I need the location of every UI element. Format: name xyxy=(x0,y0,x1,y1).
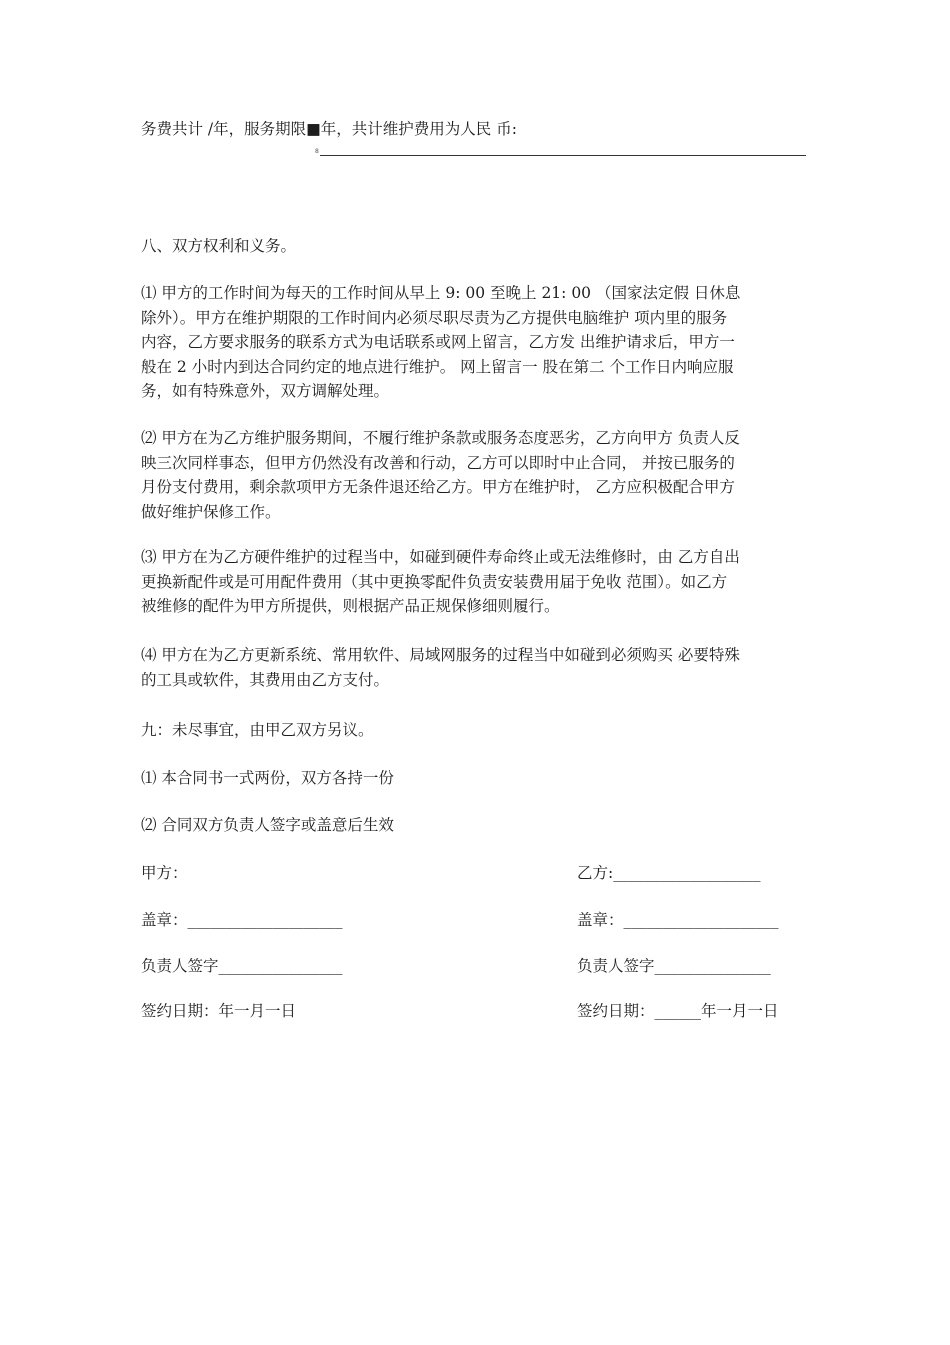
paragraph-line: 映三次同样事态，但甲方仍然没有改善和行动，乙方可以即时中止合同， 并按已服务的 xyxy=(141,453,735,472)
paragraph-line: 被维修的配件为甲方所提供，则根据产品正规保修细则履行。 xyxy=(141,597,560,615)
paragraph-line: ⑶ 甲方在为乙方硬件维护的过程当中，如碰到硬件寿命终止或无法维修时，由 乙方自出 xyxy=(141,548,740,566)
party-b-date: 签约日期：______年一月一日 xyxy=(577,1002,779,1020)
paragraph-line: ⑵ 甲方在为乙方维护服务期间，不履行维护条款或服务态度恶劣，乙方向甲方 负责人反 xyxy=(141,429,740,447)
section-8-item-3 xyxy=(141,545,801,619)
paragraph-line: ⑷ 甲方在为乙方更新系统、常用软件、局域网服务的过程当中如碰到必须购买 必要特殊 xyxy=(141,646,740,664)
paragraph-line: ⑴ 甲方的工作时间为每天的工作时间从早上 9: 00 至晚上 21: 00 （国家法定假 日休息 xyxy=(141,284,741,302)
paragraph-line: 做好维护保修工作。 xyxy=(141,502,281,521)
party-b-signer: 负责人签字_______________ xyxy=(577,957,771,975)
party-a-signer: 负责人签字________________ xyxy=(141,957,343,975)
paragraph-line: 务，如有特殊意外，双方调解处理。 xyxy=(141,382,390,400)
section-9-item-1: ⑴ 本合同书一式两份，双方各持一份 xyxy=(141,769,394,787)
section-8-item-2 xyxy=(141,426,801,524)
fee-line: 务费共计 /年，服务期限■年，共计维护费用为人民 币: xyxy=(141,120,517,138)
paragraph-line: 除外）。甲方在维护期限的工作时间内必须尽职尽责为乙方提供电脑维护 项内里的服务 xyxy=(141,308,728,327)
party-a-label: 甲方： xyxy=(141,864,188,882)
fee-underline xyxy=(320,155,806,156)
section-8-heading: 八、双方权利和义务。 xyxy=(141,237,297,255)
party-b-label: 乙方:___________________ xyxy=(577,864,761,882)
section-9-item-2: ⑵ 合同双方负责人签字或盖意后生效 xyxy=(141,816,394,834)
paragraph-line: 的工具或软件，其费用由乙方支付。 xyxy=(141,670,390,689)
party-a-seal: 盖章：____________________ xyxy=(141,911,343,929)
paragraph-line: 更换新配件或是可用配件费用（其中更换零配件负责安装费用届于免收 范围）。如乙方 xyxy=(141,572,728,591)
section-8-item-4 xyxy=(141,643,801,692)
section-9-heading: 九：未尽事宜，由甲乙双方另议。 xyxy=(141,721,374,739)
small-mark: 8 xyxy=(315,148,319,155)
party-a-date: 签约日期：年一月一日 xyxy=(141,1002,297,1020)
party-b-seal: 盖章：____________________ xyxy=(577,911,779,929)
section-8-item-1 xyxy=(141,281,801,404)
paragraph-line: 般在 2 小时内到达合同约定的地点进行维护。 网上留言一 股在第二 个工作日内响应服 xyxy=(141,357,734,376)
paragraph-line: 月份支付费用，剩余款项甲方无条件退还给乙方。甲方在维护时， 乙方应积极配合甲方 xyxy=(141,478,735,496)
paragraph-line: 内容，乙方要求服务的联系方式为电话联系或网上留言，乙方发 出维护请求后，甲方一 xyxy=(141,333,735,351)
